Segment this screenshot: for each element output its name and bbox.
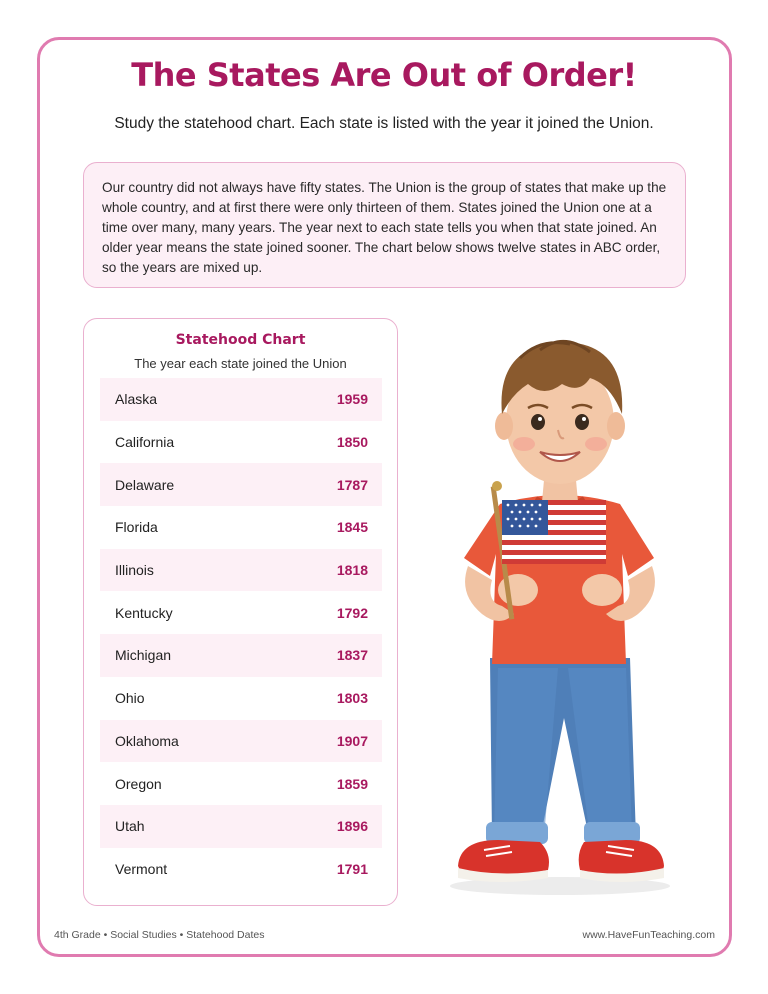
table-row <box>100 591 382 634</box>
table-row <box>100 421 382 464</box>
state-name: Alaska <box>115 391 158 408</box>
state-name: Utah <box>115 818 145 835</box>
state-name: California <box>115 434 175 451</box>
footer-course-info: 4th Grade • Social Studies • Statehood Dates <box>54 929 265 941</box>
table-row <box>100 549 382 592</box>
intro-text: Our country did not always have fifty states. The Union is the group of states that make up the whole country, and at first there were only thirteen of them. States joined the Union one at a time over many, many years. The year next to each state tells you when that state joined. An older year means the state joined sooner. The chart below shows twelve states in ABC order, so the years are mixed up. <box>102 180 667 275</box>
statehood-chart <box>83 318 398 906</box>
statehood-year: 1896 <box>336 818 368 835</box>
statehood-year: 1859 <box>336 775 368 792</box>
state-name: Delaware <box>115 476 175 493</box>
statehood-year: 1845 <box>336 519 368 536</box>
statehood-year: 1837 <box>336 647 368 664</box>
state-name: Michigan <box>115 647 172 664</box>
page-subtitle: Study the statehood chart. Each state is listed with the year it joined the Union. <box>114 115 654 132</box>
state-name: Vermont <box>115 860 168 877</box>
statehood-year: 1850 <box>336 434 368 451</box>
table-row <box>100 463 382 506</box>
chart-rows <box>100 378 382 890</box>
table-row <box>100 848 382 891</box>
table-row <box>100 378 382 421</box>
statehood-year: 1791 <box>336 860 368 877</box>
table-row <box>100 720 382 763</box>
statehood-year: 1907 <box>336 732 368 749</box>
state-name: Oklahoma <box>115 732 179 749</box>
chart-title: Statehood Chart <box>175 332 306 348</box>
state-name: Oregon <box>115 775 162 792</box>
statehood-year: 1818 <box>336 562 368 579</box>
table-row <box>100 677 382 720</box>
table-row <box>100 634 382 677</box>
statehood-year: 1803 <box>336 690 368 707</box>
table-row <box>100 506 382 549</box>
chart-subtitle: The year each state joined the Union <box>134 356 347 371</box>
footer-website: www.HaveFunTeaching.com <box>582 929 715 941</box>
state-name: Kentucky <box>115 604 173 621</box>
page-title: The States Are Out of Order! <box>131 56 637 94</box>
state-name: Ohio <box>115 690 145 707</box>
statehood-year: 1787 <box>336 476 368 493</box>
intro-box <box>83 162 686 288</box>
statehood-year: 1792 <box>336 604 368 621</box>
table-row <box>100 762 382 805</box>
statehood-year: 1959 <box>336 391 368 408</box>
state-name: Illinois <box>115 562 154 579</box>
boy-with-flag-illustration <box>440 318 690 903</box>
table-row <box>100 805 382 848</box>
state-name: Florida <box>115 519 158 536</box>
